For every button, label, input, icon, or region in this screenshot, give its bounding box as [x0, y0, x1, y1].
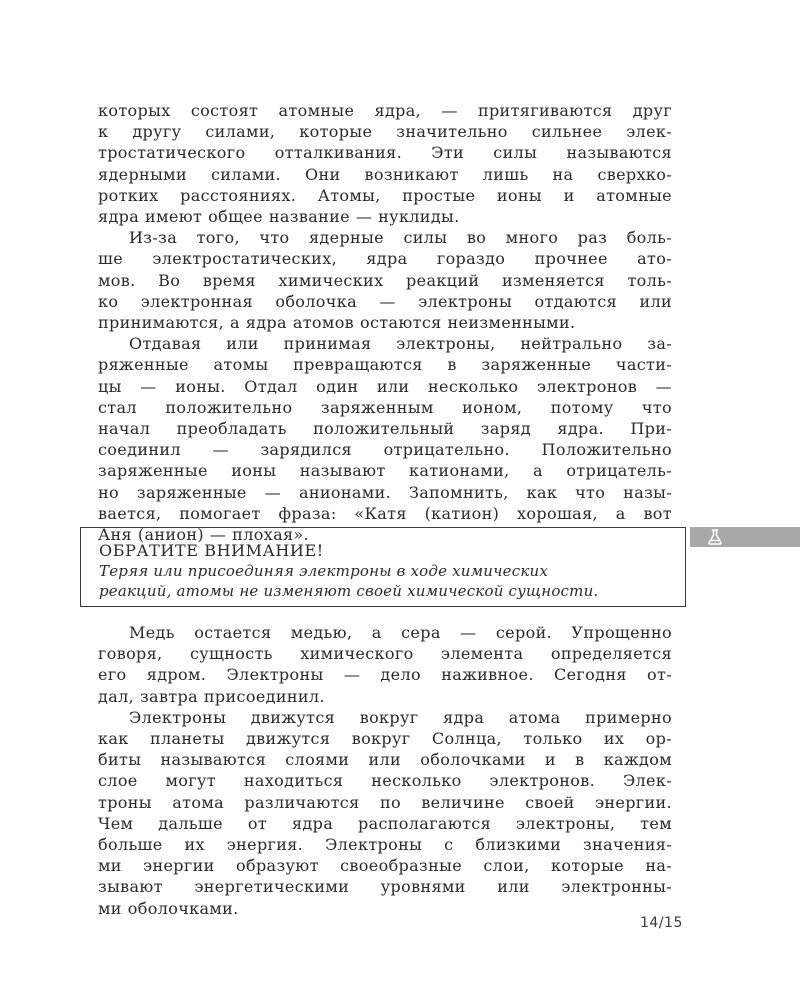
text-line: ко электронная оболочка — электроны отдаются или: [98, 291, 672, 311]
flask-icon: [706, 528, 724, 546]
note-line: реакций, атомы не изменяют своей химической сущности.: [99, 582, 599, 600]
text-line: мов. Во время химических реакций изменяется толь-: [98, 270, 672, 290]
text-line: ядерными силами. Они возникают лишь на сверхко-: [98, 164, 672, 184]
text-line: ми оболочками.: [98, 898, 239, 918]
text-line: которых состоят атомные ядра, — притягиваются друг: [98, 101, 672, 120]
text-line: соединил — зарядился отрицательно. Положительно: [98, 440, 672, 460]
body-text-bottom: [98, 622, 672, 919]
text-line: но заряженные — анионами. Запомнить, как что назы-: [98, 482, 672, 502]
paragraph: [98, 227, 672, 333]
text-line: Аня (анион) — плохая».: [98, 525, 309, 545]
text-line: больше их энергия. Электроны с близкими значения-: [98, 835, 672, 855]
text-line: вается, помогает фраза: «Катя (катион) хорошая, а вот: [98, 503, 672, 523]
text-line: его ядром. Электроны — дело наживное. Сегодня от-: [98, 665, 672, 685]
text-line: заряженные ионы называют катионами, а отрицатель-: [98, 461, 672, 481]
note-title: ОБРАТИТЕ ВНИМАНИЕ!: [99, 541, 324, 560]
text-line: дал, завтра присоединил.: [98, 686, 325, 706]
text-line: как планеты движутся вокруг Солнца, только их ор-: [98, 729, 672, 749]
note-box: [80, 527, 686, 607]
text-line: говоря, сущность химического элемента определяется: [98, 644, 672, 664]
paragraph: [98, 707, 672, 919]
text-line: к другу силами, которые значительно сильнее элек-: [98, 122, 672, 142]
text-line: Электроны движутся вокруг ядра атома примерно: [129, 707, 672, 727]
page-number: 14/15: [640, 915, 683, 931]
chemistry-side-tab: [690, 527, 800, 547]
text-line: Медь остается медью, а сера — серой. Упрощенно: [129, 623, 672, 642]
paragraph: [98, 622, 672, 707]
text-line: тростатического отталкивания. Эти силы называются: [98, 143, 672, 163]
text-line: троны атома различаются по величине своей энергии.: [98, 792, 672, 812]
text-line: Чем дальше от ядра располагаются электроны, тем: [98, 813, 672, 833]
text-line: принимаются, а ядра атомов остаются неизменными.: [98, 313, 576, 333]
note-line: Теряя или присоединяя электроны в ходе химических: [99, 562, 549, 580]
text-line: начал преобладать положительный заряд ядра. При-: [98, 419, 672, 439]
text-line: ядра имеют общее название — нуклиды.: [98, 207, 460, 227]
text-line: ряженные атомы превращаются в заряженные части-: [98, 355, 672, 375]
text-line: ше электростатических, ядра гораздо прочнее ато-: [98, 249, 672, 269]
text-line: цы — ионы. Отдал один или несколько электронов —: [98, 376, 672, 396]
text-line: ротких расстояниях. Атомы, простые ионы и атомные: [98, 185, 672, 205]
paragraph: [98, 100, 672, 227]
text-line: ми энергии образуют своеобразные слои, которые на-: [98, 856, 672, 876]
text-line: стал положительно заряженным ионом, потому что: [98, 397, 672, 417]
note-body: [99, 561, 685, 601]
body-text-top: [98, 100, 672, 545]
text-line: слое могут находиться несколько электронов. Элек-: [98, 771, 672, 791]
text-line: Из-за того, что ядерные силы во много раз боль-: [129, 228, 672, 248]
text-line: зывают энергетическими уровнями или электронны-: [98, 877, 672, 897]
text-line: биты называются слоями или оболочками и в каждом: [98, 750, 672, 770]
text-line: Отдавая или принимая электроны, нейтрально за-: [129, 334, 672, 354]
paragraph: [98, 333, 672, 545]
